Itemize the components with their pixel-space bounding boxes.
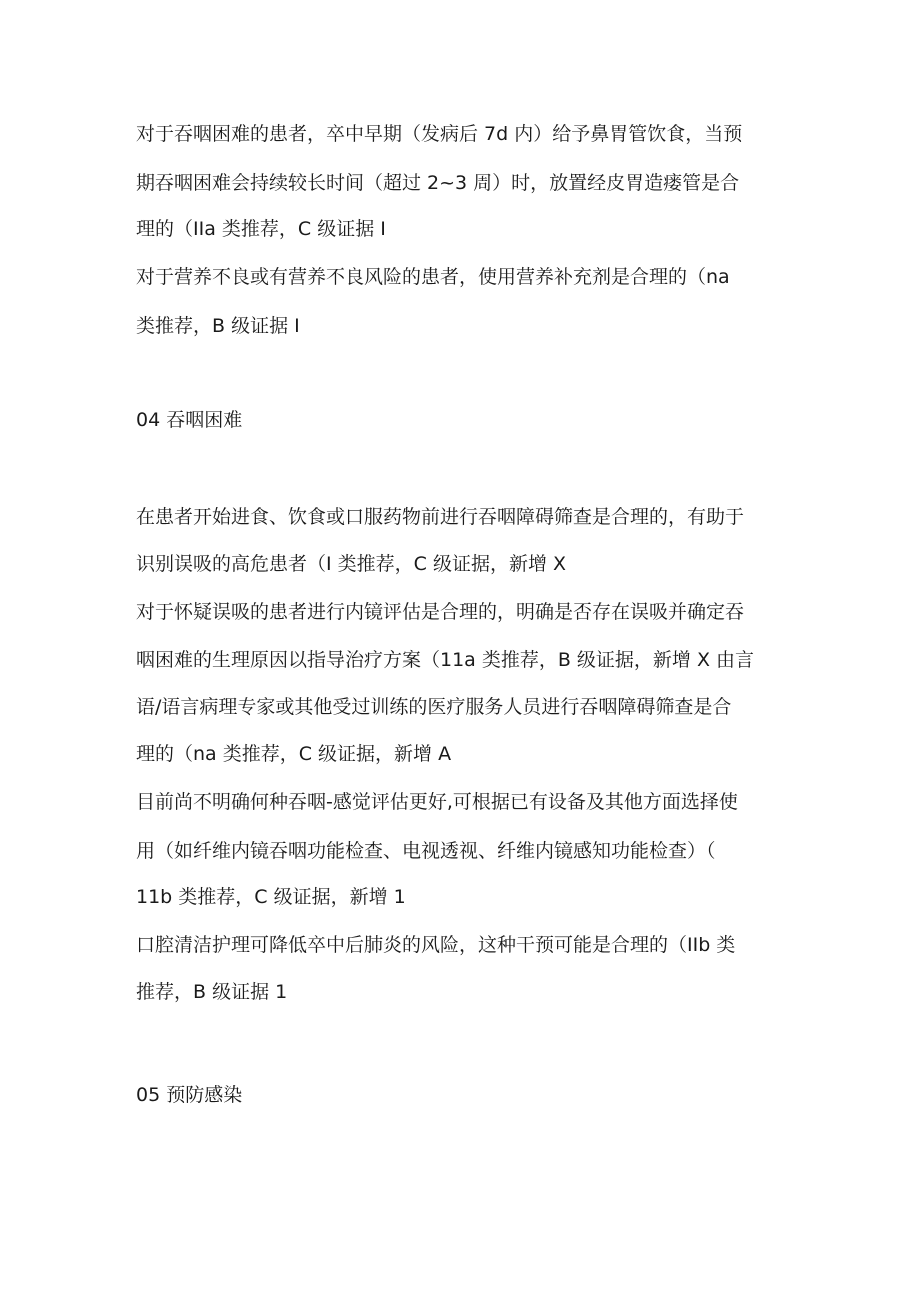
text-line: 期吞咽困难会持续较长时间（超过 2~3 周）时，放置经皮胃造瘘管是合	[136, 172, 740, 194]
text-line: 对于营养不良或有营养不良风险的患者，使用营养补充剂是合理的（na	[136, 266, 730, 288]
text-line: 推荐，B 级证据 1	[136, 981, 288, 1003]
text-line: 理的（na 类推荐，C 级证据，新增 A	[136, 743, 452, 765]
text-line: 类推荐，B 级证据 I	[136, 315, 300, 337]
text-line: 用（如纤维内镜吞咽功能检查、电视透视、纤维内镜感知功能检查）（	[136, 840, 716, 862]
text-line: 理的（IIa 类推荐，C 级证据 I	[136, 218, 386, 240]
text-line: 对于吞咽困难的患者，卒中早期（发病后 7d 内）给予鼻胃管饮食，当预	[136, 123, 743, 145]
text-line: 在患者开始进食、饮食或口服药物前进行吞咽障碍筛查是合理的，有助于	[136, 506, 745, 528]
text-line: 咽困难的生理原因以指导治疗方案（11a 类推荐，B 级证据，新增 X 由言	[136, 649, 755, 671]
text-line: 对于怀疑误吸的患者进行内镜评估是合理的，明确是否存在误吸并确定吞	[136, 601, 745, 623]
text-line: 11b 类推荐，C 级证据，新增 1	[136, 886, 406, 908]
text-line: 口腔清洁护理可降低卒中后肺炎的风险，这种干预可能是合理的（IIb 类	[136, 934, 736, 956]
section-heading: 04 吞咽困难	[136, 409, 243, 431]
text-line: 语/语言病理专家或其他受过训练的医疗服务人员进行吞咽障碍筛查是合	[136, 696, 732, 718]
text-line: 目前尚不明确何种吞咽-感觉评估更好,可根据已有设备及其他方面选择使	[136, 791, 738, 813]
text-line: 识别误吸的高危患者（I 类推荐，C 级证据，新增 X	[136, 553, 567, 575]
section-heading: 05 预防感染	[136, 1084, 243, 1106]
